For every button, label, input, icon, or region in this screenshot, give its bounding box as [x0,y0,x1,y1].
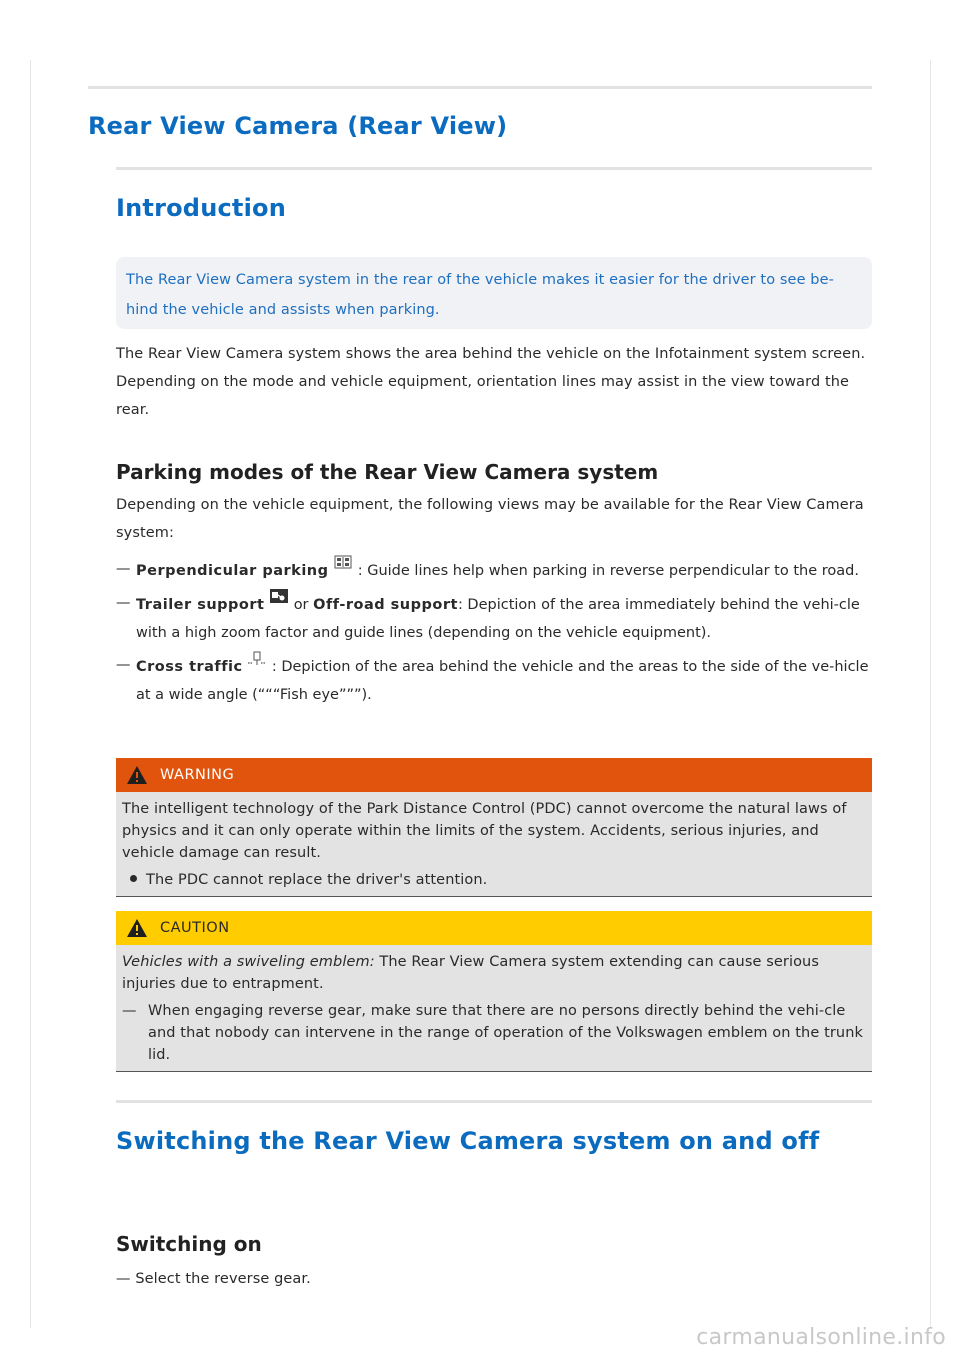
intro-body: The Rear View Camera system shows the area behind the vehicle on the Infotainment system screen. Depending on the mode and vehicle equipment, orientation lines may assist in the view toward the rear. [116,346,866,418]
intro-heading: Introduction [116,194,286,222]
switching-step [116,1265,872,1293]
caution-text: The Rear View Camera system extending can cause serious injuries due to entrapment. [122,954,819,992]
caution-triangle-icon [126,918,148,938]
page-margin-line-right [930,60,931,1328]
warning-notice [116,758,872,897]
warning-bullet-text: The PDC cannot replace the driver's attention. [146,872,488,888]
trailer-support-icon [270,589,288,603]
caution-lead: Vehicles with a swiveling emblem: [122,954,375,970]
warning-label: WARNING [160,767,235,783]
dash-glyph: — [116,1271,131,1287]
intro-summary-text: The Rear View Camera system in the rear of the vehicle makes it easier for the driver to see be-hind the vehicle and assists when parking. [126,272,834,318]
watermark: carmanualsonline.info [696,1325,946,1350]
caution-item-text: When engaging reverse gear, make sure that there are no persons directly behind the vehi-cle and that nobody can intervene in the range of operation of the Volkswagen emblem on the trunk lid. [148,1003,863,1063]
warning-triangle-icon [126,765,148,785]
switching-on-heading: Switching on [116,1232,262,1256]
switching-heading: Switching the Rear View Camera system on and off [116,1127,820,1155]
top-divider [88,86,872,89]
parking-modes-intro: Depending on the vehicle equipment, the following views may be available for the Rear View Camera system: [116,497,864,541]
mode-term: Perpendicular parking [136,563,329,579]
caution-text-block [122,951,866,995]
mode-term: Cross traffic [136,659,243,675]
caution-header [116,911,872,945]
mode-description: : Depiction of the area behind the vehicle and the areas to the side of the ve-hicle at a wide angle (“““Fish eye”””). [136,659,869,703]
caution-notice [116,911,872,1072]
mode-connector: or [293,597,314,613]
intro-summary-box [116,257,872,329]
mode-description: : Depiction of the area immediately behind the vehi-cle with a high zoom factor and guide lines (depending on the vehicle equipment). [136,597,860,641]
switching-divider [116,1100,872,1103]
caution-body [116,945,872,1072]
parking-modes-heading: Parking modes of the Rear View Camera system [116,460,659,484]
dash-glyph: — [116,657,131,673]
dash-glyph: — [116,595,131,611]
perpendicular-parking-icon [334,555,352,569]
mode-description: : Guide lines help when parking in reverse perpendicular to the road. [357,563,859,579]
dash-glyph: — [116,561,131,577]
list-item [116,589,872,647]
section-title: Rear View Camera (Rear View) [88,112,508,140]
warning-bullet [122,869,866,891]
warning-body [116,792,872,897]
section-divider [116,167,872,170]
list-item [116,555,872,585]
warning-text: The intelligent technology of the Park Distance Control (PDC) cannot overcome the natural laws of physics and it can only operate within the limits of the system. Accidents, serious injuries, and vehicle damage can result. [122,801,847,861]
list-item [116,651,872,709]
switching-step-text: Select the reverse gear. [135,1271,311,1287]
mode-term: Off-road support [313,597,458,613]
warning-header [116,758,872,792]
parking-modes-list [116,555,872,713]
caution-item [122,1000,866,1066]
mode-term: Trailer support [136,597,265,613]
caution-label: CAUTION [160,920,230,936]
page-margin-line-left [30,60,31,1328]
dash-glyph: — [122,1003,137,1019]
cross-traffic-icon [248,651,266,665]
bullet-dot [130,875,137,882]
